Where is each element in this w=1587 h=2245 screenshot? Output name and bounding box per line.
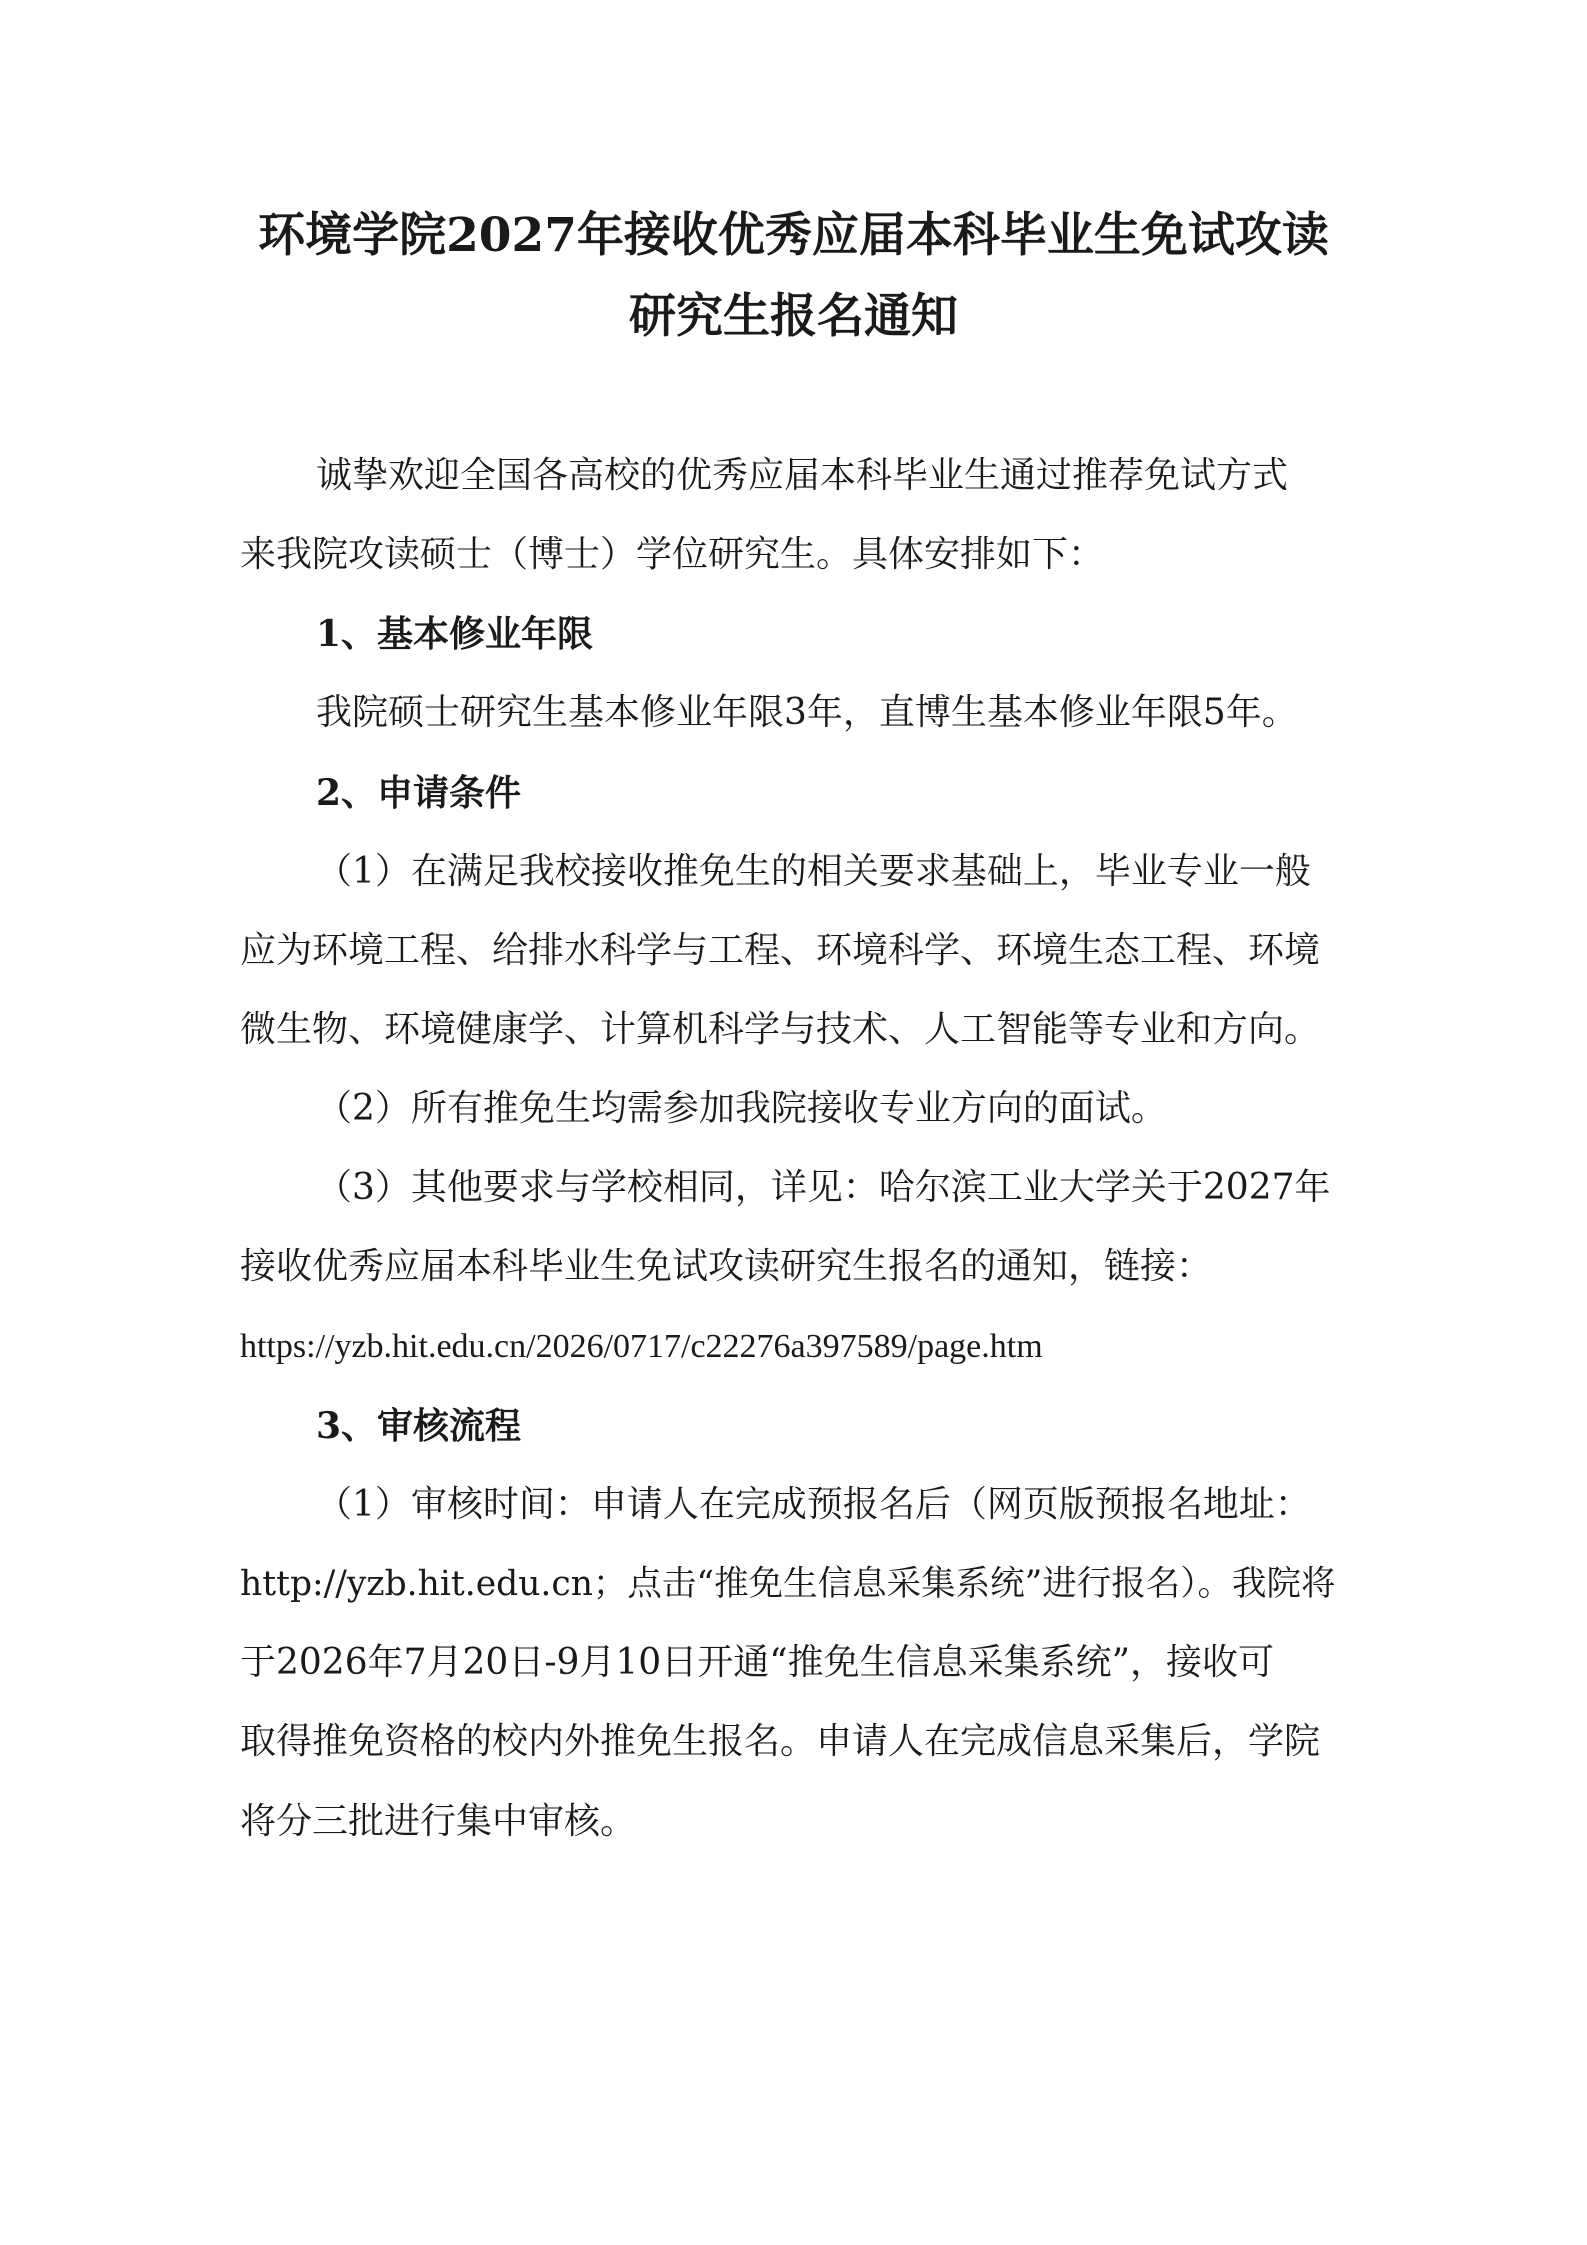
section-3-item-1-line-2: http://yzb.hit.edu.cn；点击“推免生信息采集系统”进行报名）。我院将 (240, 1564, 1336, 1604)
section-2-item-3-line-2: 接收优秀应届本科毕业生免试攻读研究生报名的通知，链接： (240, 1246, 1213, 1287)
section-1-body: 我院硕士研究生基本修业年限3年，直博生基本修业年限5年。 (316, 692, 1298, 733)
intro-line-2: 来我院攻读硕士（博士）学位研究生。具体安排如下： (240, 534, 1105, 575)
title-line-1: 环境学院2027年接收优秀应届本科毕业生免试攻读 (258, 208, 1329, 263)
section-3-item-1-line-4: 取得推免资格的校内外推免生报名。申请人在完成信息采集后，学院 (240, 1721, 1321, 1762)
section-3-heading: 3、审核流程 (316, 1405, 522, 1447)
section-2-heading: 2、申请条件 (316, 772, 522, 814)
section-2-item-3-url[interactable]: https://yzb.hit.edu.cn/2026/0717/c22276a397589/page.htm (240, 1328, 1043, 1365)
section-3-item-1-line-5: 将分三批进行集中审核。 (240, 1801, 637, 1842)
section-2-item-1-line-2: 应为环境工程、给排水科学与工程、环境科学、环境生态工程、环境 (240, 930, 1321, 971)
section-2-item-1-line-3: 微生物、环境健康学、计算机科学与技术、人工智能等专业和方向。 (240, 1009, 1321, 1050)
intro-line-1: 诚挚欢迎全国各高校的优秀应届本科毕业生通过推荐免试方式 (316, 455, 1289, 496)
title-line-2: 研究生报名通知 (629, 289, 958, 344)
section-3-item-1-line-3: 于2026年7月20日-9月10日开通“推免生信息采集系统”，接收可 (240, 1642, 1275, 1683)
section-3-item-1-line-1: （1）审核时间：申请人在完成预报名后（网页版预报名地址： (316, 1484, 1311, 1525)
section-2-item-2: （2）所有推免生均需参加我院接收专业方向的面试。 (316, 1088, 1167, 1129)
section-2-item-3-line-1: （3）其他要求与学校相同，详见：哈尔滨工业大学关于2027年 (316, 1167, 1331, 1208)
section-1-heading: 1、基本修业年限 (316, 613, 594, 655)
section-2-item-1-line-1: （1）在满足我校接收推免生的相关要求基础上，毕业专业一般 (316, 851, 1311, 892)
